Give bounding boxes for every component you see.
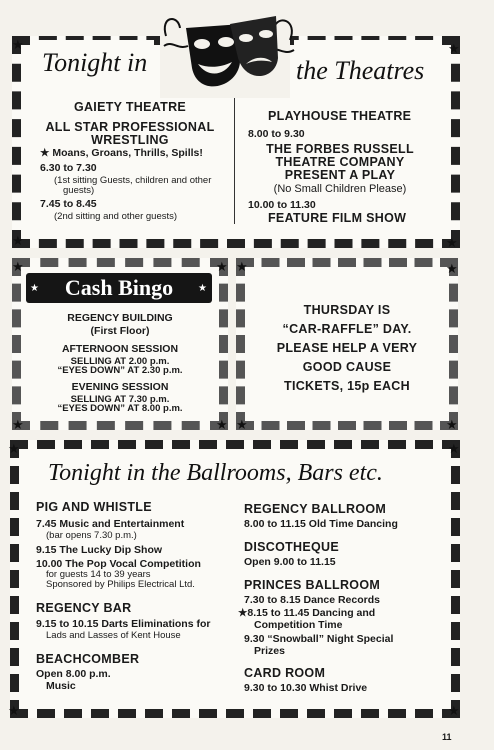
pig-event2: 9.15 The Lucky Dip Show xyxy=(36,544,163,556)
gaiety-theatre-name: GAIETY THEATRE xyxy=(73,100,187,114)
princes-event1: 7.30 to 8.15 Dance Records xyxy=(244,594,380,606)
theatre-masks-icon xyxy=(158,6,298,102)
bingo-venue: REGENCY BUILDING xyxy=(67,312,173,324)
star-icon: ★ xyxy=(198,283,207,294)
playhouse-note: (No Small Children Please) xyxy=(273,183,407,195)
star-icon: ★ xyxy=(448,703,460,718)
star-icon: ★ xyxy=(8,703,20,718)
princes-event2-text: 8.15 to 11.45 Dancing and xyxy=(247,607,376,619)
bingo-evening-eyes-down: “EYES DOWN” AT 8.00 p.m. xyxy=(57,403,183,414)
star-icon: ★ xyxy=(448,41,460,56)
card-room-event1: 9.30 to 10.30 Whist Drive xyxy=(244,682,368,694)
raffle-line2: “CAR-RAFFLE” DAY. xyxy=(282,322,412,336)
regency-bar-name: REGENCY BAR xyxy=(36,601,132,615)
star-icon: ★ xyxy=(12,37,24,52)
gaiety-time2-note: (2nd sitting and other guests) xyxy=(54,211,178,222)
playhouse-time2: 10.00 to 11.30 xyxy=(248,199,316,211)
pig-event3-note2: Sponsored by Philips Electrical Ltd. xyxy=(46,579,195,590)
raffle-line3: PLEASE HELP A VERY xyxy=(276,341,418,355)
playhouse-theatre-name: PLAYHOUSE THEATRE xyxy=(268,109,412,123)
playhouse-play-line2: THEATRE COMPANY xyxy=(275,155,405,169)
bingo-evening-title: EVENING SESSION xyxy=(71,381,169,393)
star-icon: ★ xyxy=(236,417,248,432)
princes-event3-cont: Prizes xyxy=(254,645,285,657)
star-icon: ★ xyxy=(236,259,248,274)
theatres-divider xyxy=(234,98,235,224)
gaiety-show-line1: ALL STAR PROFESSIONAL xyxy=(45,120,215,134)
gaiety-show-line2: WRESTLING xyxy=(91,133,169,147)
princes-ballroom-name: PRINCES BALLROOM xyxy=(244,578,381,592)
raffle-line4: GOOD CAUSE xyxy=(302,360,392,374)
pig-event3: 10.00 The Pop Vocal Competition xyxy=(36,558,201,570)
raffle-line1: THURSDAY IS xyxy=(303,303,391,317)
star-icon: ★ xyxy=(446,235,458,250)
star-icon: ★ xyxy=(446,261,458,276)
ballrooms-title: Tonight in the Ballrooms, Bars etc. xyxy=(48,460,383,486)
page-number: 11 xyxy=(442,732,452,742)
playhouse-play-line3: PRESENT A PLAY xyxy=(284,168,396,182)
card-room-name: CARD ROOM xyxy=(244,666,326,680)
playhouse-play-line1: THE FORBES RUSSELL xyxy=(266,142,414,156)
bingo-evening-selling: SELLING AT 7.30 p.m. xyxy=(70,394,170,405)
gaiety-tagline-text: Moans, Groans, Thrills, Spills! xyxy=(52,147,203,159)
bingo-afternoon-eyes-down: “EYES DOWN” AT 2.30 p.m. xyxy=(57,365,183,376)
theatres-title-right: the Theatres xyxy=(296,56,425,85)
star-icon: ★ xyxy=(12,233,24,248)
gaiety-time1-note-cont: guests) xyxy=(63,185,95,196)
theatres-title-left: Tonight in xyxy=(42,48,148,77)
princes-event3: 9.30 “Snowball” Night Special xyxy=(244,633,394,645)
star-icon: ★ xyxy=(216,417,228,432)
star-icon: ★ xyxy=(446,417,458,432)
princes-event2 xyxy=(238,607,375,619)
beachcomber-event1: Open 8.00 p.m. xyxy=(36,668,111,680)
gaiety-time1: 6.30 to 7.30 xyxy=(40,162,97,174)
star-icon: ★ xyxy=(40,147,50,159)
star-icon: ★ xyxy=(216,259,228,274)
bingo-banner xyxy=(26,273,212,303)
discotheque-event1: Open 9.00 to 11.15 xyxy=(244,556,336,568)
bingo-floor: (First Floor) xyxy=(90,325,150,337)
star-icon: ★ xyxy=(8,441,20,456)
princes-event2-cont: Competition Time xyxy=(254,619,343,631)
regency-ballroom-name: REGENCY BALLROOM xyxy=(244,502,387,516)
pig-event3-note1: for guests 14 to 39 years xyxy=(46,569,151,580)
star-icon: ★ xyxy=(448,441,460,456)
discotheque-name: DISCOTHEQUE xyxy=(244,540,339,554)
bingo-afternoon-title: AFTERNOON SESSION xyxy=(61,343,179,355)
star-icon: ★ xyxy=(238,607,248,619)
gaiety-time1-note: (1st sitting Guests, children and other xyxy=(54,175,212,186)
bingo-title: Cash Bingo xyxy=(64,275,174,300)
regency-bar-event1-cont: Lads and Lasses of Kent House xyxy=(46,630,181,641)
beachcomber-name: BEACHCOMBER xyxy=(36,652,140,666)
raffle-line5: TICKETS, 15p EACH xyxy=(284,379,410,393)
gaiety-time2: 7.45 to 8.45 xyxy=(40,198,97,210)
regency-ballroom-event1: 8.00 to 11.15 Old Time Dancing xyxy=(244,518,398,530)
playhouse-time1: 8.00 to 9.30 xyxy=(248,128,305,140)
star-icon: ★ xyxy=(30,283,39,294)
playhouse-film: FEATURE FILM SHOW xyxy=(268,211,407,225)
regency-bar-event1: 9.15 to 10.15 Darts Eliminations for xyxy=(36,618,211,630)
beachcomber-event1-cont: Music xyxy=(46,680,76,692)
pig-event1-note: (bar opens 7.30 p.m.) xyxy=(46,530,137,541)
pig-event1: 7.45 Music and Entertainment xyxy=(36,518,185,530)
pig-and-whistle-name: PIG AND WHISTLE xyxy=(36,500,152,514)
star-icon: ★ xyxy=(12,417,24,432)
bingo-afternoon-selling: SELLING AT 2.00 p.m. xyxy=(70,356,170,367)
star-icon: ★ xyxy=(12,259,24,274)
gaiety-tagline xyxy=(40,147,203,159)
